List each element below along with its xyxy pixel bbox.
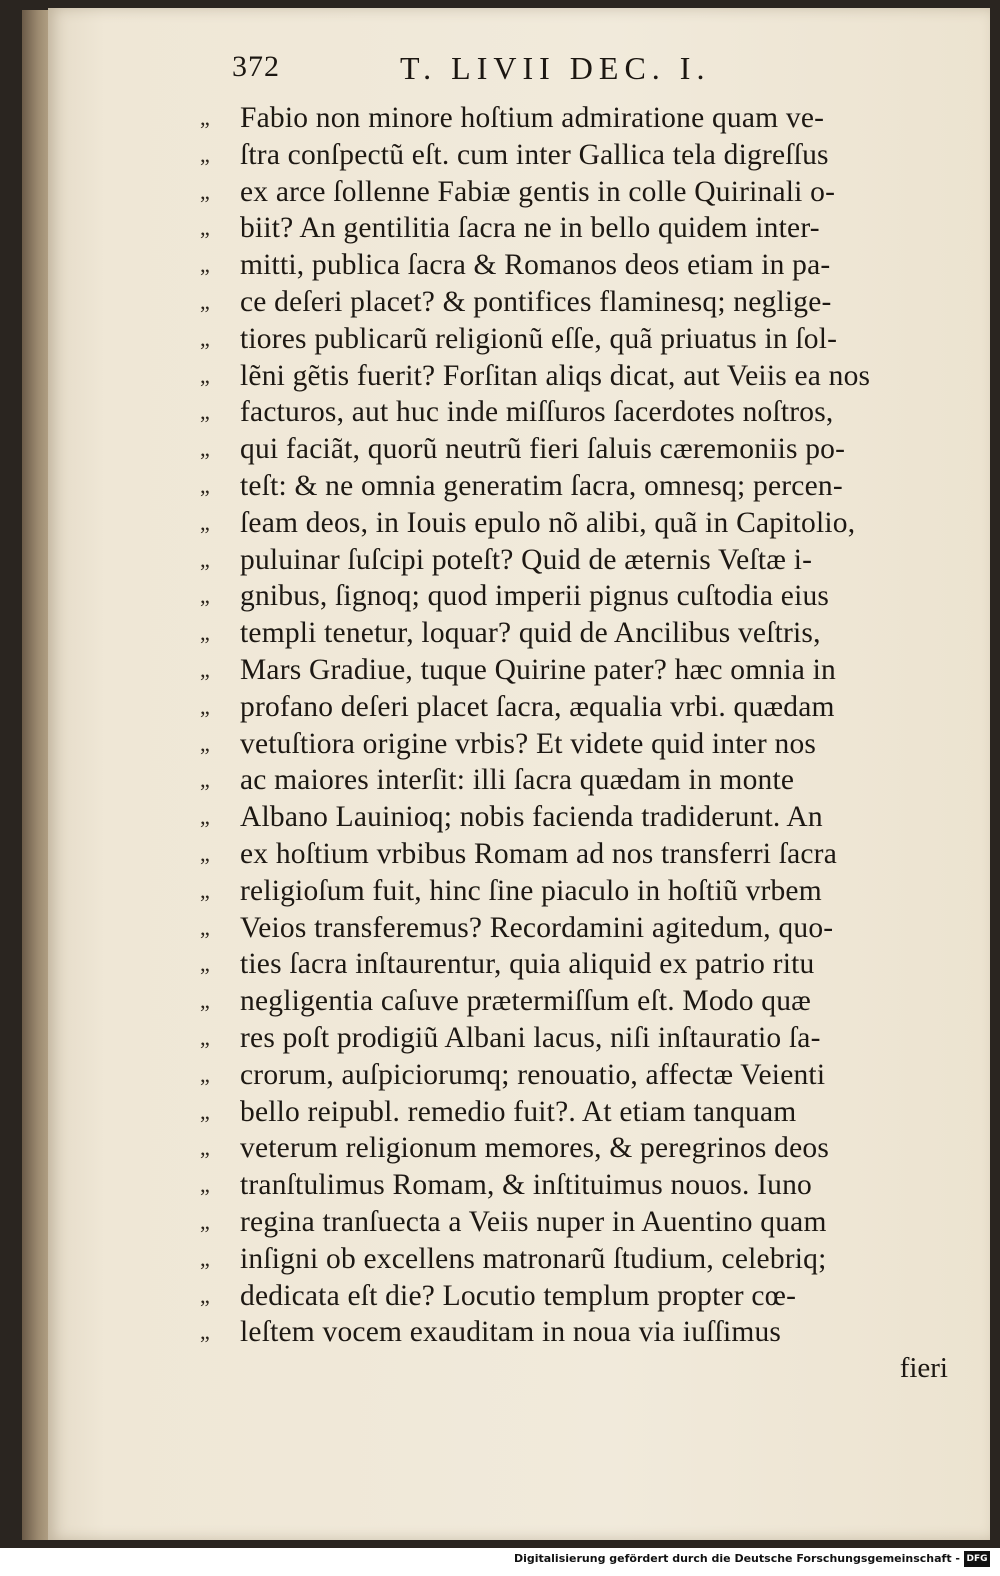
text-line [200, 431, 970, 468]
line-text: gnibus, ſignoq; quod imperii pignus cuſtodia eius [240, 580, 830, 613]
quotation-mark: „ [200, 252, 210, 278]
quotation-mark: „ [200, 1024, 210, 1050]
quotation-mark: „ [200, 325, 210, 351]
text-line [200, 542, 970, 579]
text-line [200, 1314, 970, 1351]
text-line [200, 1130, 970, 1167]
text-line [200, 799, 970, 836]
text-line [200, 468, 970, 505]
text-line [200, 1057, 970, 1094]
line-text: veterum religionum memores, & peregrinos deos [240, 1132, 830, 1165]
page-header [232, 50, 832, 90]
quotation-mark: „ [200, 399, 210, 425]
line-text: templi tenetur, loquar? quid de Ancilibus veſtris, [240, 617, 821, 650]
text-line [200, 1020, 970, 1057]
quotation-mark: „ [200, 288, 210, 314]
quotation-mark: „ [200, 693, 210, 719]
line-text: ex arce ſollenne Fabiæ gentis in colle Quirinali o- [240, 175, 836, 208]
quotation-mark: „ [200, 1245, 210, 1271]
text-line [200, 615, 970, 652]
line-text: qui faciãt, quorũ neutrũ fieri ſaluis cæremoniis po- [240, 433, 846, 466]
quotation-mark: „ [200, 840, 210, 866]
quotation-mark: „ [200, 804, 210, 830]
text-line [200, 762, 970, 799]
quotation-mark: „ [200, 178, 210, 204]
line-text: ties ſacra inſtaurentur, quia aliquid ex patrio ritu [240, 948, 815, 981]
page-number: 372 [232, 50, 280, 83]
line-text: ce deſeri placet? & pontifices flaminesq; neglige- [240, 285, 832, 318]
quotation-mark: „ [200, 1172, 210, 1198]
text-line [200, 394, 970, 431]
quotation-mark: „ [200, 436, 210, 462]
line-text: bello reipubl. remedio fuit?. At etiam tanquam [240, 1095, 797, 1128]
dfg-logo: DFG [964, 1551, 990, 1567]
line-text: ex hoſtium vrbibus Romam ad nos transferri ſacra [240, 837, 837, 870]
text-line [200, 505, 970, 542]
quotation-mark: „ [200, 1098, 210, 1124]
quotation-mark: „ [200, 546, 210, 572]
text-line [200, 1241, 970, 1278]
text-line [200, 247, 970, 284]
line-text: profano deſeri placet ſacra, æqualia vrbi. quædam [240, 690, 835, 723]
quotation-mark: „ [200, 914, 210, 940]
line-text: facturos, aut huc inde miſſuros ſacerdotes noſtros, [240, 396, 834, 429]
text-line [200, 1094, 970, 1131]
text-line [200, 726, 970, 763]
quotation-mark: „ [200, 1135, 210, 1161]
footer-bar [0, 1548, 1000, 1576]
quotation-mark: „ [200, 730, 210, 756]
line-text: biit? An gentilitia ſacra ne in bello quidem inter- [240, 212, 820, 245]
line-text: dedicata eſt die? Locutio templum propter cœ- [240, 1279, 797, 1312]
quotation-mark: „ [200, 1282, 210, 1308]
line-text: religioſum fuit, hinc ſine piaculo in hoſtiũ vrbem [240, 874, 822, 907]
line-text: puluinar ſuſcipi poteſt? Quid de æternis Veſtæ i- [240, 543, 813, 576]
quotation-mark: „ [200, 1061, 210, 1087]
text-line [200, 210, 970, 247]
line-text: Fabio non minore hoſtium admiratione quam ve- [240, 102, 825, 134]
quotation-mark: „ [200, 988, 210, 1014]
line-text: ſtra conſpectũ eſt. cum inter Gallica tela digreſſus [240, 138, 829, 171]
line-text: res poſt prodigiũ Albani lacus, niſi inſtauratio ſa- [240, 1021, 821, 1054]
line-text: Albano Lauinioq; nobis facienda tradiderunt. An [240, 801, 823, 834]
quotation-mark: „ [200, 215, 210, 241]
quotation-mark: „ [200, 656, 210, 682]
quotation-mark: „ [200, 141, 210, 167]
text-line [200, 137, 970, 174]
quotation-mark: „ [200, 877, 210, 903]
text-line [200, 1278, 970, 1315]
text-line [200, 1167, 970, 1204]
text-line [200, 321, 970, 358]
line-text: crorum, auſpiciorumq; renouatio, affectæ Veienti [240, 1058, 826, 1091]
catchword: fieri [899, 1352, 948, 1384]
line-text: ac maiores interſit: illi ſacra quædam in monte [240, 764, 795, 797]
line-text: inſigni ob excellens matronarũ ſtudium, celebriq; [240, 1242, 827, 1275]
text-line [200, 358, 970, 395]
quotation-mark: „ [200, 509, 210, 535]
text-line [200, 946, 970, 983]
quotation-mark: „ [200, 362, 210, 388]
text-body [200, 100, 970, 1351]
running-title: T. LIVII DEC. I. [400, 50, 711, 86]
text-line [200, 174, 970, 211]
line-text: mitti, publica ſacra & Romanos deos etiam in pa- [240, 249, 831, 282]
text-line [200, 578, 970, 615]
line-text: Mars Gradiue, tuque Quirine pater? hæc omnia in [240, 653, 836, 686]
quotation-mark: „ [200, 583, 210, 609]
quotation-mark: „ [200, 1319, 210, 1345]
text-line [200, 873, 970, 910]
line-text: ſeam deos, in Iouis epulo nõ alibi, quã in Capitolio, [240, 506, 856, 539]
text-line [200, 100, 970, 137]
text-line [200, 836, 970, 873]
line-text: teſt: & ne omnia generatim ſacra, omnesq; percen- [240, 469, 843, 502]
quotation-mark: „ [200, 1208, 210, 1234]
line-text: vetuſtiora origine vrbis? Et videte quid inter nos [240, 727, 817, 760]
quotation-mark: „ [200, 105, 210, 130]
quotation-mark: „ [200, 951, 210, 977]
quotation-mark: „ [200, 767, 210, 793]
footer-credit: Digitalisierung gefördert durch die Deutsche Forschungsgemeinschaft - [513, 1552, 960, 1565]
line-text: Veios transferemus? Recordamini agitedum, quo- [240, 911, 834, 944]
line-text: leſtem vocem exauditam in noua via iuſſimus [240, 1316, 782, 1349]
text-line [200, 284, 970, 321]
text-line [200, 983, 970, 1020]
quotation-mark: „ [200, 620, 210, 646]
text-line [200, 689, 970, 726]
line-text: tranſtulimus Romam, & inſtituimus nouos. Iuno [240, 1169, 812, 1202]
line-text: regina tranſuecta a Veiis nuper in Auentino quam [240, 1205, 827, 1238]
text-line [200, 1204, 970, 1241]
line-text: lẽni gẽtis fuerit? Forſitan aliqs dicat, aut Veiis ea nos [240, 359, 871, 392]
text-line [200, 910, 970, 947]
quotation-mark: „ [200, 472, 210, 498]
line-text: negligentia caſuve prætermiſſum eſt. Modo quæ [240, 985, 812, 1018]
line-text: tiores publicarũ religionũ eſſe, quã priuatus in ſol- [240, 322, 838, 355]
text-line [200, 652, 970, 689]
